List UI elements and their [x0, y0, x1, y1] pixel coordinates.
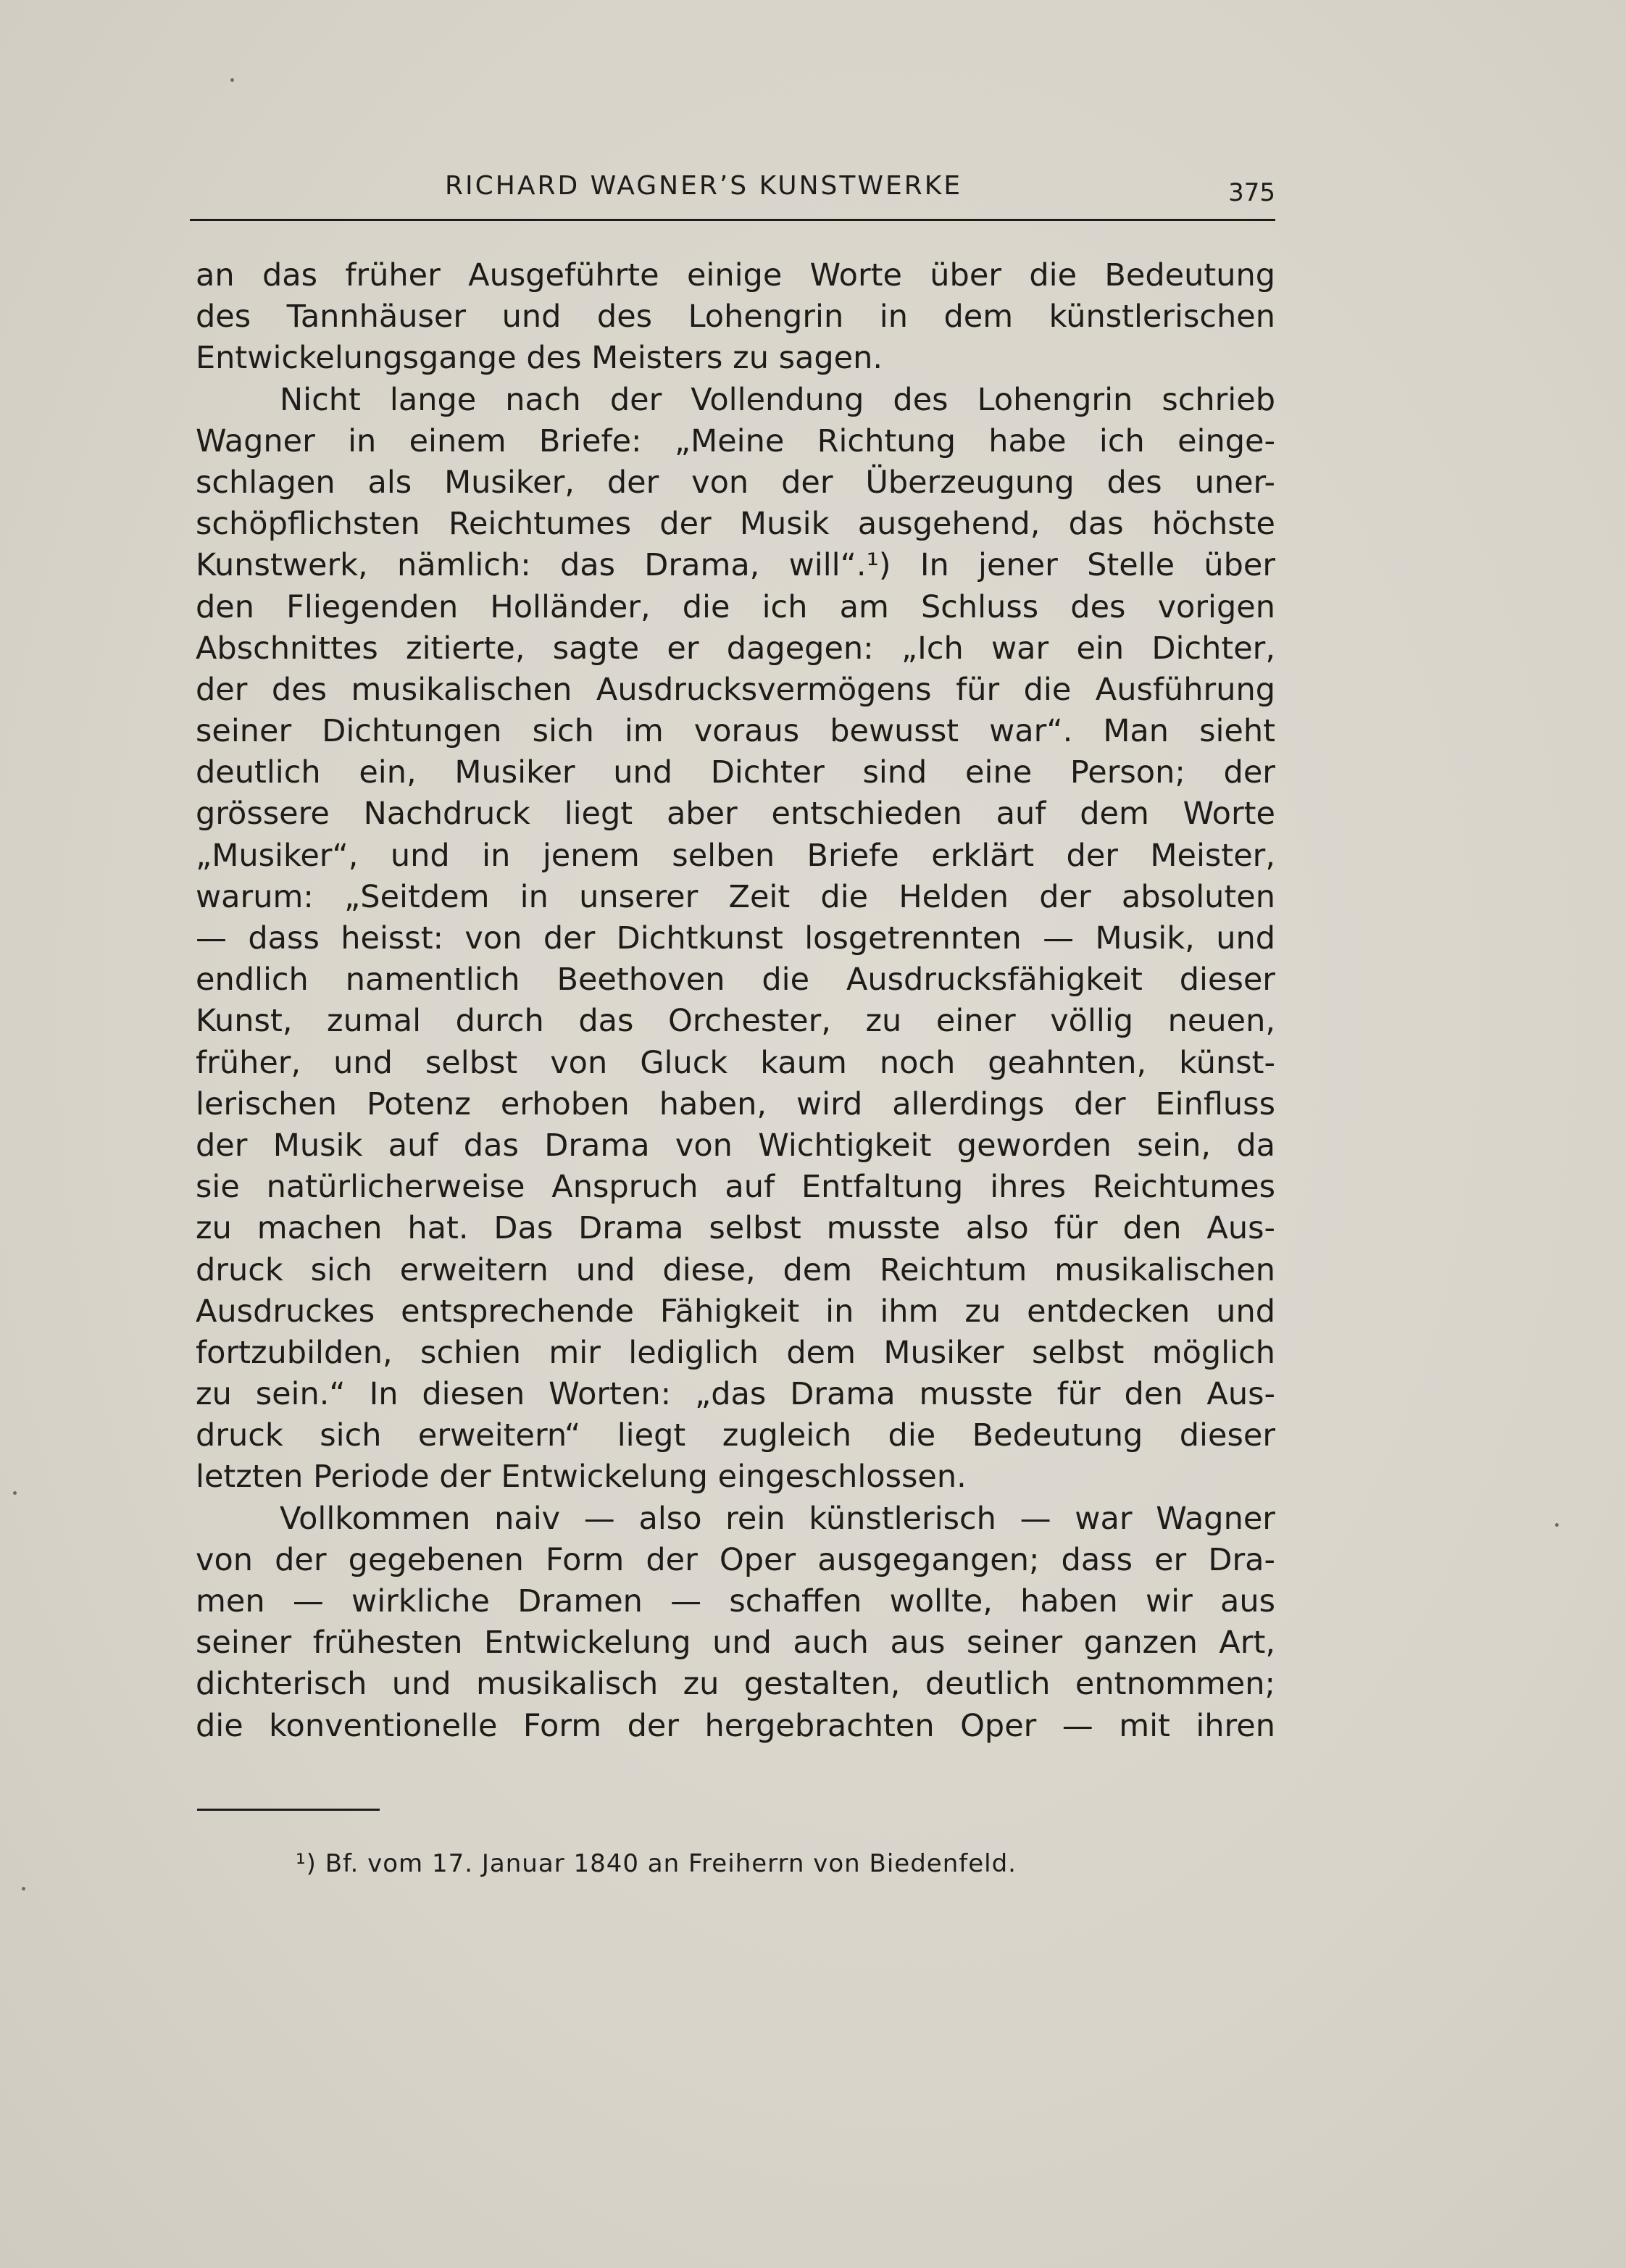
text-line: zu machen hat. Das Drama selbst musste also für den Aus-	[196, 1210, 1275, 1247]
text-line: sie natürlicherweise Anspruch auf Entfaltung ihres Reichtumes	[196, 1169, 1275, 1206]
text-line: an das früher Ausgeführte einige Worte über die Bedeutung	[196, 257, 1275, 293]
text-line: grössere Nachdruck liegt aber entschieden auf dem Worte	[196, 796, 1275, 833]
text-line: die konventionelle Form der hergebrachten Oper — mit ihren	[196, 1707, 1275, 1744]
text-line: Abschnittes zitierte, sagte er dagegen: „Ich war ein Dichter,	[196, 630, 1275, 667]
paper-speck	[22, 1887, 25, 1890]
footnote-rule	[197, 1809, 380, 1811]
text-line: von der gegebenen Form der Oper ausgegangen; dass er Dra-	[196, 1541, 1275, 1578]
text-line: Nicht lange nach der Vollendung des Lohengrin schrieb	[280, 381, 1275, 418]
text-line: seiner frühesten Entwickelung und auch aus seiner ganzen Art,	[196, 1625, 1275, 1662]
text-line: druck sich erweitern und diese, dem Reichtum musikalischen	[196, 1251, 1275, 1288]
text-line: letzten Periode der Entwickelung eingeschlossen.	[196, 1459, 967, 1496]
text-line: dichterisch und musikalisch zu gestalten, deutlich entnommen;	[196, 1666, 1275, 1703]
text-line: zu sein.“ In diesen Worten: „das Drama musste für den Aus-	[196, 1376, 1275, 1413]
text-line: Kunst, zumal durch das Orchester, zu einer völlig neuen,	[196, 1003, 1275, 1040]
text-line: lerischen Potenz erhoben haben, wird allerdings der Einfluss	[196, 1085, 1275, 1122]
text-line: druck sich erweitern“ liegt zugleich die Bedeutung dieser	[196, 1417, 1275, 1454]
body-text	[196, 255, 1275, 1747]
running-title: RICHARD WAGNER’S KUNSTWERKE	[445, 171, 963, 201]
text-line: warum: „Seitdem in unserer Zeit die Helden der absoluten	[196, 878, 1275, 915]
text-line: schlagen als Musiker, der von der Überzeugung des uner-	[196, 464, 1275, 501]
text-line: Vollkommen naiv — also rein künstlerisch — war Wagner	[280, 1500, 1275, 1537]
header-rule	[190, 219, 1275, 221]
text-line: endlich namentlich Beethoven die Ausdrucksfähigkeit dieser	[196, 962, 1275, 998]
page-header	[190, 168, 1275, 219]
text-line: der Musik auf das Drama von Wichtigkeit geworden sein, da	[196, 1127, 1275, 1164]
text-line: früher, und selbst von Gluck kaum noch geahnten, künst-	[196, 1044, 1275, 1081]
paper-speck	[13, 1491, 17, 1495]
footnote: ¹) Bf. vom 17. Januar 1840 an Freiherrn von Biedenfeld.	[296, 1849, 1017, 1878]
text-line: „Musiker“, und in jenem selben Briefe erklärt der Meister,	[196, 837, 1275, 874]
text-line: schöpflichsten Reichtumes der Musik ausgehend, das höchste	[196, 506, 1275, 543]
text-line: fortzubilden, schien mir lediglich dem Musiker selbst möglich	[196, 1334, 1275, 1371]
paper-speck	[1555, 1523, 1559, 1527]
paper-speck	[230, 78, 234, 82]
text-line: men — wirkliche Dramen — schaffen wollte, haben wir aus	[196, 1583, 1275, 1619]
text-line: den Fliegenden Holländer, die ich am Schluss des vorigen	[196, 588, 1275, 625]
text-line: seiner Dichtungen sich im voraus bewusst war“. Man sieht	[196, 713, 1275, 750]
text-line: — dass heisst: von der Dichtkunst losgetrennten — Musik, und	[196, 920, 1275, 956]
text-line: des Tannhäuser und des Lohengrin in dem künstlerischen	[196, 299, 1275, 335]
text-line: deutlich ein, Musiker und Dichter sind eine Person; der	[196, 754, 1275, 791]
text-line: der des musikalischen Ausdrucksvermögens für die Ausführung	[196, 671, 1275, 708]
text-line: Ausdruckes entsprechende Fähigkeit in ihm zu entdecken und	[196, 1293, 1275, 1330]
text-line: Wagner in einem Briefe: „Meine Richtung habe ich einge-	[196, 422, 1275, 459]
page-number: 375	[1228, 178, 1275, 207]
text-line: Kunstwerk, nämlich: das Drama, will“.¹) In jener Stelle über	[196, 547, 1275, 584]
text-line: Entwickelungsgange des Meisters zu sagen.	[196, 340, 883, 377]
